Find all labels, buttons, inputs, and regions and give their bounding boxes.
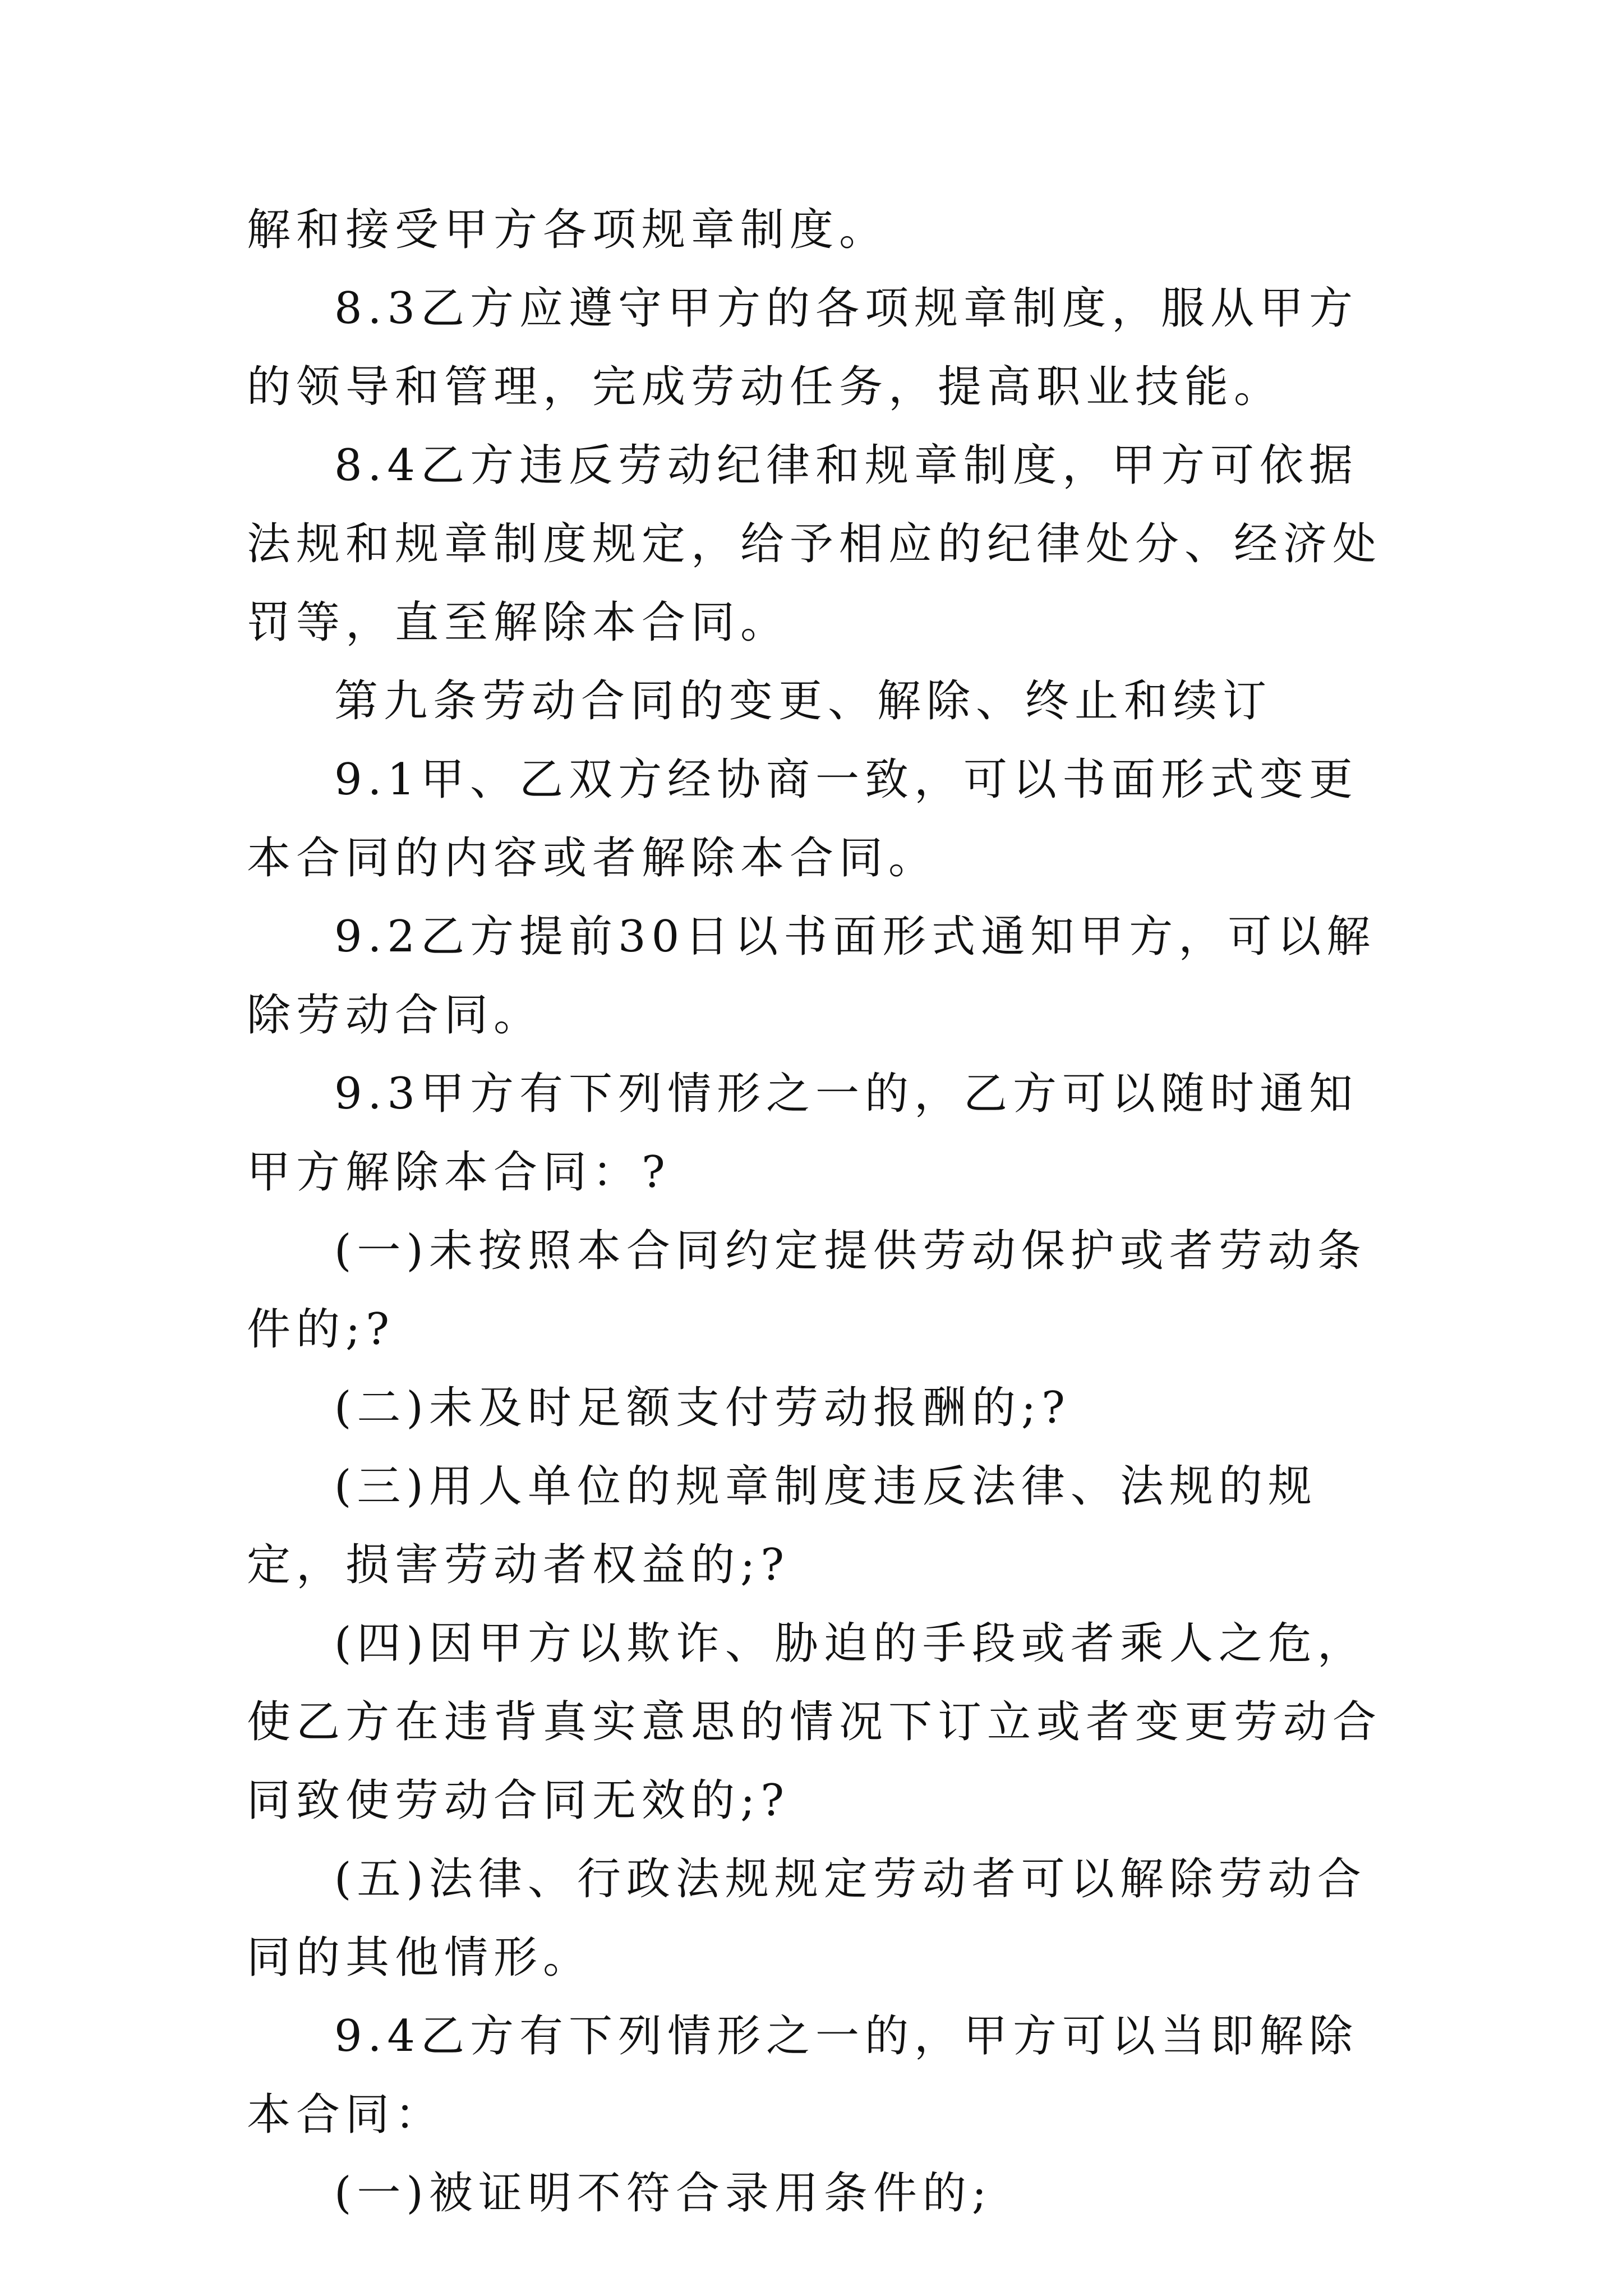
paragraph-9-4-item-1: (一)被证明不符合录用条件的; (334, 2168, 993, 2219)
paragraph-9-3-item-4: (四)因甲方以欺诈、胁迫的手段或者乘人之危，使乙方在违背真实意思的情况下订立或者变更劳动合同致使劳动合同无效的;? (247, 1618, 1382, 1826)
paragraph-9-3-item-3: (三)用人单位的规章制度违反法律、法规的规定，损害劳动者权益的;? (247, 1461, 1317, 1590)
article-9-heading: 第九条劳动合同的变更、解除、终止和续订 (334, 676, 1272, 726)
paragraph-9-3-item-2: (二)未及时足额支付劳动报酬的;? (334, 1383, 1071, 1433)
paragraph-continuation: 解和接受甲方各项规章制度。 (247, 205, 889, 255)
paragraph-8-4: 8.4乙方违反劳动纪律和规章制度，甲方可依据法规和规章制度规定，给予相应的纪律处分、经济处罚等，直至解除本合同。 (247, 440, 1382, 648)
paragraph-9-2: 9.2乙方提前30日以书面形式通知甲方，可以解除劳动合同。 (247, 912, 1376, 1041)
paragraph-9-3-item-1: (一)未按照本合同约定提供劳动保护或者劳动条件的;? (247, 1226, 1367, 1355)
document-body (247, 191, 1391, 2233)
paragraph-8-3: 8.3乙方应遵守甲方的各项规章制度，服从甲方的领导和管理，完成劳动任务，提高职业技能。 (247, 283, 1359, 412)
paragraph-9-4: 9.4乙方有下列情形之一的，甲方可以当即解除本合同： (247, 2011, 1359, 2140)
paragraph-9-1: 9.1甲、乙双方经协商一致，可以书面形式变更本合同的内容或者解除本合同。 (247, 754, 1359, 884)
paragraph-9-3: 9.3甲方有下列情形之一的，乙方可以随时通知甲方解除本合同：? (247, 1069, 1359, 1198)
paragraph-9-3-item-5: (五)法律、行政法规规定劳动者可以解除劳动合同的其他情形。 (247, 1854, 1367, 1983)
